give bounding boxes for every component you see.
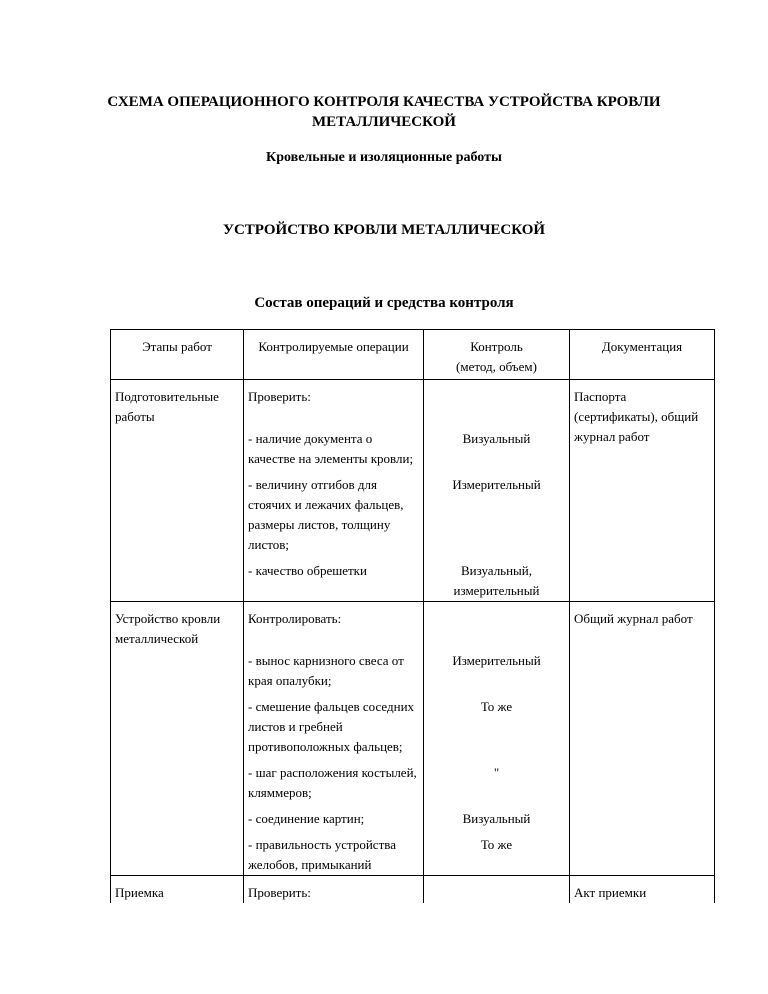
table-row bbox=[111, 876, 715, 904]
table-header-row bbox=[111, 330, 715, 380]
docs-cell: Акт приемки bbox=[570, 876, 715, 904]
header-control bbox=[424, 330, 570, 380]
header-operations: Контролируемые операции bbox=[244, 330, 424, 380]
operation-intro: Контролировать: bbox=[248, 611, 342, 626]
operation-intro: Проверить: bbox=[248, 389, 311, 404]
operation-cell: - величину отгибов для стоячих и лежачих фальцев, размеры листов, толщину листов; bbox=[244, 469, 424, 555]
document-subtitle: Кровельные и изоляционные работы bbox=[266, 150, 502, 165]
stage-cell: Устройство кровли металлической bbox=[111, 602, 244, 876]
control-cell bbox=[424, 602, 570, 646]
control-cell: Визуальный bbox=[424, 803, 570, 829]
docs-cell: Общий журнал работ bbox=[570, 602, 715, 876]
operation-cell: - правильность устройства желобов, примыканий bbox=[244, 829, 424, 876]
control-cell: Измерительный bbox=[424, 645, 570, 691]
operation-cell: - вынос карнизного свеса от края опалубки; bbox=[244, 645, 424, 691]
document-title: СХЕМА ОПЕРАЦИОННОГО КОНТРОЛЯ КАЧЕСТВА УСТРОЙСТВА КРОВЛИ МЕТАЛЛИЧЕСКОЙ bbox=[107, 94, 661, 130]
table-row bbox=[111, 380, 715, 424]
section-heading: УСТРОЙСТВО КРОВЛИ МЕТАЛЛИЧЕСКОЙ bbox=[222, 222, 546, 238]
stage-cell: Приемка bbox=[111, 876, 244, 904]
control-cell: Визуальный bbox=[424, 423, 570, 469]
control-cell: То же bbox=[424, 829, 570, 876]
docs-cell: Паспорта (сертификаты), общий журнал работ bbox=[570, 380, 715, 602]
stage-cell: Подготовительные работы bbox=[111, 380, 244, 602]
operation-cell bbox=[244, 602, 424, 646]
control-cell: Визуальный, измерительный bbox=[424, 555, 570, 602]
control-cell: " bbox=[424, 757, 570, 803]
header-control-line1: Контроль bbox=[470, 339, 523, 354]
table-row bbox=[111, 602, 715, 646]
operation-cell: Проверить: bbox=[244, 876, 424, 904]
operation-cell: - качество обрешетки bbox=[244, 555, 424, 602]
control-cell: Измерительный bbox=[424, 469, 570, 555]
table-title: Состав операций и средства контроля bbox=[254, 295, 514, 311]
control-table bbox=[110, 329, 715, 903]
operation-cell: - шаг расположения костылей, кляммеров; bbox=[244, 757, 424, 803]
control-cell bbox=[424, 876, 570, 904]
operation-cell: - наличие документа о качестве на элементы кровли; bbox=[244, 423, 424, 469]
operation-cell: - смешение фальцев соседних листов и гребней противоположных фальцев; bbox=[244, 691, 424, 757]
header-docs: Документация bbox=[570, 330, 715, 380]
operation-cell bbox=[244, 380, 424, 424]
control-cell: То же bbox=[424, 691, 570, 757]
header-stages: Этапы работ bbox=[111, 330, 244, 380]
header-control-line2: (метод, объем) bbox=[456, 359, 537, 374]
operation-cell: - соединение картин; bbox=[244, 803, 424, 829]
control-cell bbox=[424, 380, 570, 424]
